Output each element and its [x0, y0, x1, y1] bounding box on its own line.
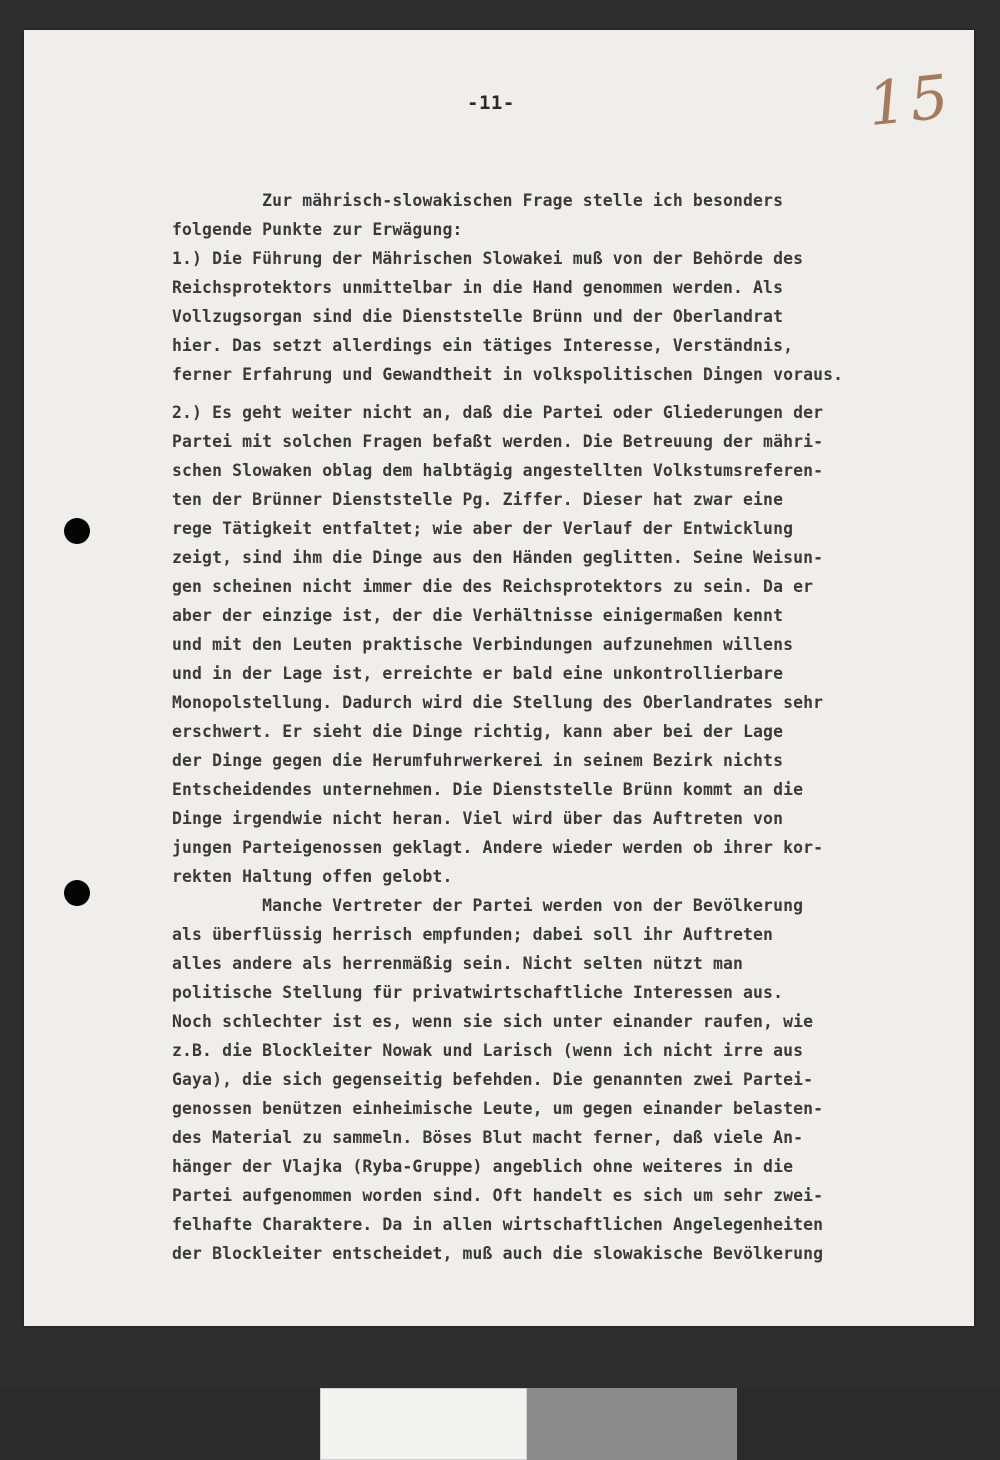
text-line: Reichsprotektors unmittelbar in die Hand genommen werden. Als	[172, 278, 784, 297]
text-line: der Blockleiter entscheidet, muß auch die slowakische Bevölkerung	[172, 1244, 824, 1263]
text-line: zeigt, sind ihm die Dinge aus den Händen geglitten. Seine Weisun-	[172, 548, 824, 567]
scan-background-strip	[0, 1388, 320, 1460]
text-line: rege Tätigkeit entfaltet; wie aber der Verlauf der Entwicklung	[172, 519, 794, 538]
text-line: Partei mit solchen Fragen befaßt werden. Die Betreuung der mähri-	[172, 432, 824, 451]
text-line: felhafte Charaktere. Da in allen wirtschaftlichen Angelegenheiten	[172, 1215, 824, 1234]
typed-body-text	[172, 186, 962, 1268]
text-line: des Material zu sammeln. Böses Blut macht ferner, daß viele An-	[172, 1128, 804, 1147]
text-line: und mit den Leuten praktische Verbindungen aufzunehmen willens	[172, 635, 794, 654]
text-line: politische Stellung für privatwirtschaftliche Interessen aus.	[172, 983, 784, 1002]
text-line: genossen benützen einheimische Leute, um gegen einander belasten-	[172, 1099, 824, 1118]
text-line: 1.) Die Führung der Mährischen Slowakei muß von der Behörde des	[172, 249, 804, 268]
text-line: erschwert. Er sieht die Dinge richtig, kann aber bei der Lage	[172, 722, 784, 741]
text-line: alles andere als herrenmäßig sein. Nicht selten nützt man	[172, 954, 744, 973]
handwritten-folio-number: 15	[864, 61, 956, 141]
text-line: Monopolstellung. Dadurch wird die Stellung des Oberlandrates sehr	[172, 693, 824, 712]
text-line: hier. Das setzt allerdings ein tätiges Interesse, Verständnis,	[172, 336, 794, 355]
text-line: hänger der Vlajka (Ryba-Gruppe) angeblich ohne weiteres in die	[172, 1157, 794, 1176]
color-calibration-white	[320, 1388, 527, 1460]
text-line: der Dinge gegen die Herumfuhrwerkerei in seinem Bezirk nichts	[172, 751, 784, 770]
text-line: ten der Brünner Dienststelle Pg. Ziffer. Dieser hat zwar eine	[172, 490, 784, 509]
page-number: -11-	[467, 92, 515, 114]
text-line: rekten Haltung offen gelobt.	[172, 867, 453, 886]
text-line: und in der Lage ist, erreichte er bald eine unkontrollierbare	[172, 664, 784, 683]
text-line: Vollzugsorgan sind die Dienststelle Brünn und der Oberlandrat	[172, 307, 784, 326]
text-line: z.B. die Blockleiter Nowak und Larisch (wenn ich nicht irre aus	[172, 1041, 804, 1060]
text-line: 2.) Es geht weiter nicht an, daß die Partei oder Gliederungen der	[172, 403, 824, 422]
text-line: schen Slowaken oblag dem halbtägig angestellten Volkstumsreferen-	[172, 461, 824, 480]
text-line: Gaya), die sich gegenseitig befehden. Die genannten zwei Partei-	[172, 1070, 814, 1089]
text-line: als überflüssig herrisch empfunden; dabei soll ihr Auftreten	[172, 925, 774, 944]
punch-hole-bottom	[64, 880, 90, 906]
text-line: Dinge irgendwie nicht heran. Viel wird über das Auftreten von	[172, 809, 784, 828]
text-line: Manche Vertreter der Partei werden von der Bevölkerung	[172, 896, 804, 915]
text-line: aber der einzige ist, der die Verhältnisse einigermaßen kennt	[172, 606, 784, 625]
color-calibration-gray	[527, 1388, 737, 1460]
text-line: gen scheinen nicht immer die des Reichsprotektors zu sein. Da er	[172, 577, 814, 596]
text-line: Partei aufgenommen worden sind. Oft handelt es sich um sehr zwei-	[172, 1186, 824, 1205]
text-line: Zur mährisch-slowakischen Frage stelle ich besonders	[172, 191, 784, 210]
text-line: folgende Punkte zur Erwägung:	[172, 220, 463, 239]
text-line: ferner Erfahrung und Gewandtheit in volkspolitischen Dingen voraus.	[172, 365, 844, 384]
text-line: jungen Parteigenossen geklagt. Andere wieder werden ob ihrer kor-	[172, 838, 824, 857]
punch-hole-top	[64, 518, 90, 544]
color-calibration-black	[737, 1388, 1000, 1460]
text-line: Entscheidendes unternehmen. Die Dienststelle Brünn kommt an die	[172, 780, 804, 799]
text-line: Noch schlechter ist es, wenn sie sich unter einander raufen, wie	[172, 1012, 814, 1031]
